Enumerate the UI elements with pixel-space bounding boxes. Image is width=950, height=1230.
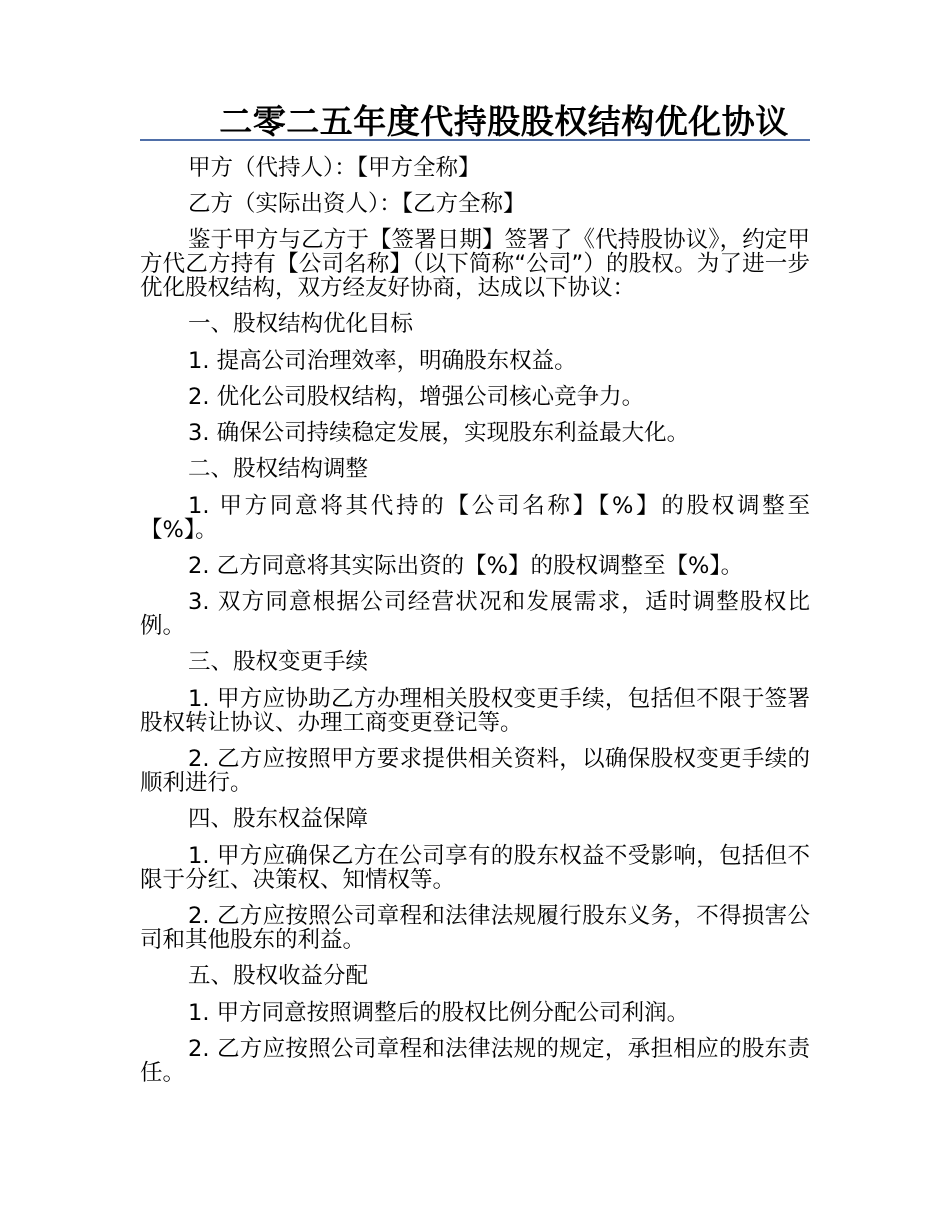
clause-2-3: 3. 双方同意根据公司经营状况和发展需求，适时调整股权比例。 bbox=[140, 589, 810, 639]
clause-3-1: 1. 甲方应协助乙方办理相关股权变更手续，包括但不限于签署股权转让协议、办理工商变更登记等。 bbox=[140, 686, 810, 736]
section-heading-1: 一、股权结构优化目标 bbox=[188, 311, 414, 337]
preamble-paragraph: 鉴于甲方与乙方于【签署日期】签署了《代持股协议》，约定甲方代乙方持有【公司名称】（以下简称“公司”）的股权。为了进一步优化股权结构，双方经友好协商，达成以下协议： bbox=[140, 227, 810, 301]
title-underline bbox=[140, 139, 810, 141]
section-heading-2: 二、股权结构调整 bbox=[188, 456, 369, 482]
clause-2-2: 2. 乙方同意将其实际出资的【%】的股权调整至【%】。 bbox=[188, 553, 744, 579]
clause-2-1: 1. 甲方同意将其代持的【公司名称】【%】的股权调整至【%】。 bbox=[140, 493, 810, 543]
party-a-line: 甲方（代持人）：【甲方全称】 bbox=[188, 155, 481, 181]
clause-3-2: 2. 乙方应按照甲方要求提供相关资料，以确保股权变更手续的顺利进行。 bbox=[140, 746, 810, 796]
section-heading-3: 三、股权变更手续 bbox=[188, 649, 369, 675]
clause-5-1: 1. 甲方同意按照调整后的股权比例分配公司利润。 bbox=[188, 1000, 690, 1026]
clause-4-2: 2. 乙方应按照公司章程和法律法规履行股东义务，不得损害公司和其他股东的利益。 bbox=[140, 903, 810, 953]
section-heading-5: 五、股权收益分配 bbox=[188, 963, 369, 989]
clause-4-1: 1. 甲方应确保乙方在公司享有的股东权益不受影响，包括但不限于分红、决策权、知情权等。 bbox=[140, 843, 810, 893]
document-title: 二零二五年度代持股股权结构优化协议 bbox=[219, 102, 789, 141]
party-b-line: 乙方（实际出资人）：【乙方全称】 bbox=[188, 191, 526, 217]
clause-1-1: 1. 提高公司治理效率，明确股东权益。 bbox=[188, 348, 577, 374]
clause-5-2: 2. 乙方应按照公司章程和法律法规的规定，承担相应的股东责任。 bbox=[140, 1036, 810, 1086]
clause-1-2: 2. 优化公司股权结构，增强公司核心竞争力。 bbox=[188, 384, 645, 410]
clause-1-3: 3. 确保公司持续稳定发展，实现股东利益最大化。 bbox=[188, 420, 690, 446]
document-body bbox=[140, 156, 810, 1097]
section-heading-4: 四、股东权益保障 bbox=[188, 806, 369, 832]
